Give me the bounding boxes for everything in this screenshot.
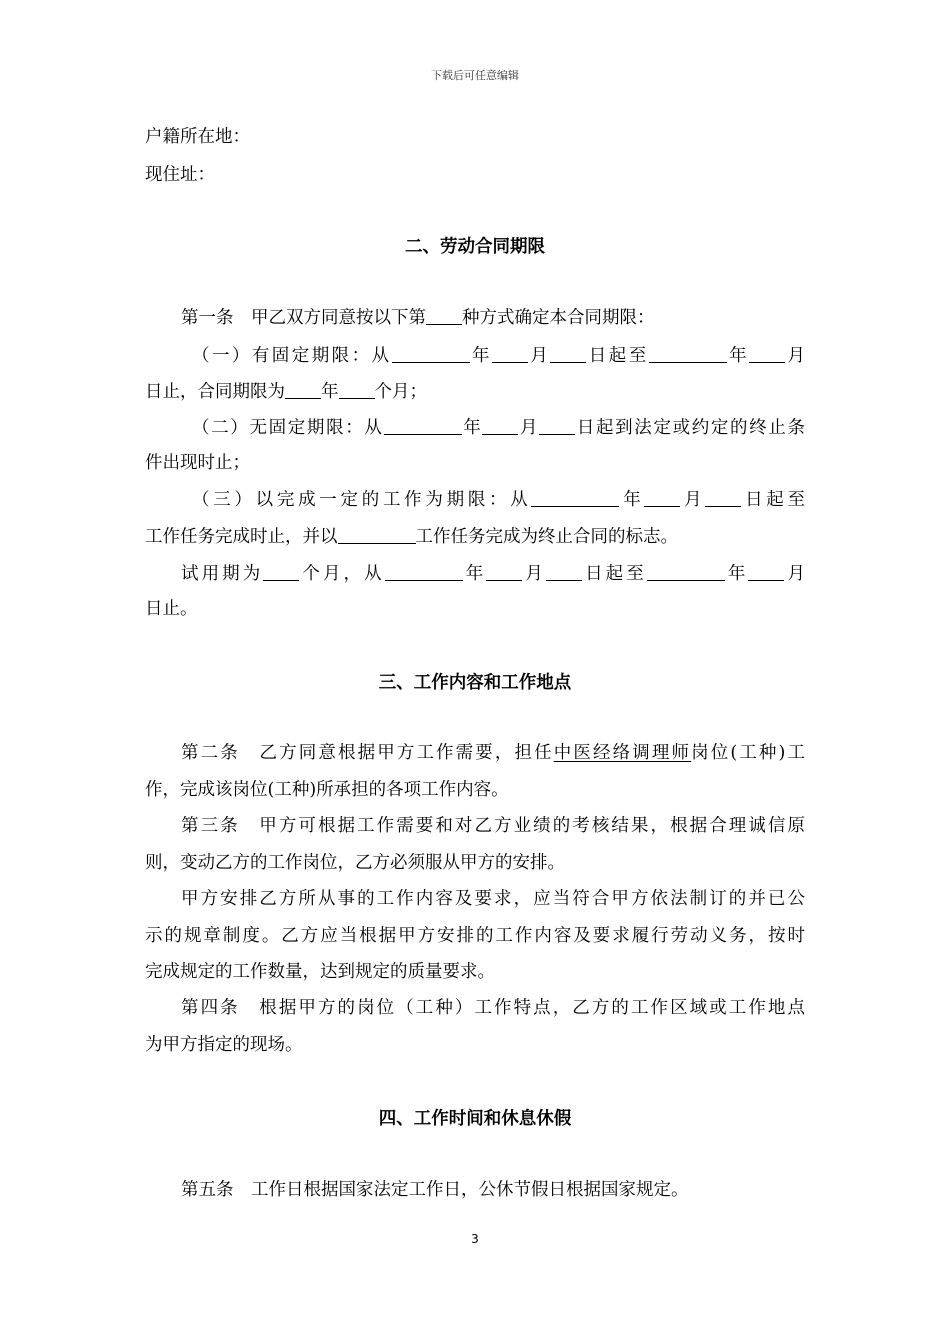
- option-2-line-2: 件出现时止；: [145, 453, 250, 473]
- article-4-line-1: 第四条 根据甲方的岗位（工种）工作特点，乙方的工作区域或工作地点: [181, 998, 805, 1018]
- text: （三）以完成一定的工作为期限：从: [192, 490, 532, 510]
- section-heading-contract-term: 二、劳动合同期限: [405, 237, 545, 257]
- text: 年: [469, 346, 492, 366]
- text: 日止，合同期限为: [145, 382, 285, 402]
- paragraph-line-2: 示的规章制度。乙方应当根据甲方安排的工作内容及要求履行劳动义务，按时: [145, 926, 805, 946]
- text: 日起到法定或约定的终止条: [575, 418, 806, 438]
- text: 月: [784, 564, 806, 584]
- text: （二）无固定期限：从: [192, 418, 384, 438]
- article-3-line-2: 则，变动乙方的工作岗位，乙方必须服从甲方的安排。: [145, 853, 565, 873]
- paragraph-line-3: 完成规定的工作数量，达到规定的质量要求。: [145, 962, 495, 982]
- option-1-line-2: [145, 380, 805, 403]
- text: 年: [461, 418, 483, 438]
- text: 年: [619, 490, 645, 510]
- blank-field[interactable]: [285, 380, 321, 399]
- blank-field[interactable]: [649, 344, 727, 363]
- text: 年: [724, 564, 749, 584]
- text: 种方式确定本合同期限：: [462, 308, 655, 328]
- article-4-line-2: 为甲方指定的现场。: [145, 1035, 303, 1055]
- position-field[interactable]: 中医经络调理师: [553, 743, 692, 763]
- article-3-line-1: 第三条 甲方可根据工作需要和对乙方业绩的考核结果，根据合理诚信原: [181, 816, 805, 836]
- text: 月: [518, 418, 540, 438]
- text: 个月；: [374, 382, 427, 402]
- option-1-line-1: [192, 344, 805, 367]
- text: 工作任务完成时止，并以: [145, 527, 338, 547]
- blank-field[interactable]: [705, 488, 741, 507]
- text: 月: [527, 346, 551, 366]
- text: 第一条 甲乙双方同意按以下第: [181, 308, 426, 328]
- text: 日起至: [741, 490, 806, 510]
- text: 日起至: [586, 346, 649, 366]
- paragraph-line-1: 甲方安排乙方所从事的工作内容及要求，应当符合甲方依法制订的并已公: [181, 889, 805, 909]
- option-2-line-1: [192, 416, 805, 439]
- article-2-line-2: 作，完成该岗位(工种)所承担的各项工作内容。: [145, 780, 509, 800]
- blank-field[interactable]: [748, 562, 784, 581]
- probation-line-1: [181, 562, 805, 585]
- article-1: [181, 306, 805, 329]
- blank-field[interactable]: [392, 344, 470, 363]
- text: （一）有固定期限：从: [192, 346, 392, 366]
- text: 月: [680, 490, 706, 510]
- blank-field[interactable]: [263, 562, 299, 581]
- blank-field[interactable]: [486, 562, 522, 581]
- blank-field[interactable]: [550, 344, 586, 363]
- text: 年: [462, 564, 487, 584]
- text: 试用期为: [181, 564, 264, 584]
- text: 月: [522, 564, 546, 584]
- blank-field[interactable]: [492, 344, 528, 363]
- text: 工作任务完成为终止合同的标志。: [415, 527, 678, 547]
- text: 年: [726, 346, 750, 366]
- blank-field[interactable]: [384, 416, 462, 435]
- text: 日起至: [582, 564, 647, 584]
- page-number: 3: [471, 1232, 479, 1246]
- blank-field[interactable]: [531, 488, 619, 507]
- address-label: 现住址：: [145, 165, 215, 185]
- blank-field[interactable]: [339, 380, 375, 399]
- blank-field[interactable]: [426, 306, 462, 325]
- option-3-line-2: [145, 525, 805, 548]
- header-note: 下载后可任意编辑: [431, 69, 519, 82]
- text: 个月，从: [299, 564, 385, 584]
- option-3-line-1: [192, 488, 805, 511]
- blank-field[interactable]: [338, 525, 416, 544]
- text: 岗位(工种)工: [691, 743, 806, 763]
- blank-field[interactable]: [749, 344, 785, 363]
- probation-line-2: 日止。: [145, 599, 198, 619]
- article-2-line-1: [181, 742, 805, 764]
- text: 年: [321, 382, 339, 402]
- blank-field[interactable]: [647, 562, 725, 581]
- article-5: 第五条 工作日根据国家法定工作日，公休节假日根据国家规定。: [181, 1180, 689, 1200]
- blank-field[interactable]: [385, 562, 463, 581]
- blank-field[interactable]: [539, 416, 575, 435]
- text: 第二条 乙方同意根据甲方工作需要，担任: [181, 743, 554, 763]
- blank-field[interactable]: [482, 416, 518, 435]
- section-heading-work-content: 三、工作内容和工作地点: [378, 673, 572, 693]
- hukou-label: 户籍所在地：: [145, 127, 250, 147]
- section-heading-work-time: 四、工作时间和休息休假: [378, 1109, 572, 1129]
- blank-field[interactable]: [644, 488, 680, 507]
- blank-field[interactable]: [546, 562, 582, 581]
- text: 月: [785, 346, 806, 366]
